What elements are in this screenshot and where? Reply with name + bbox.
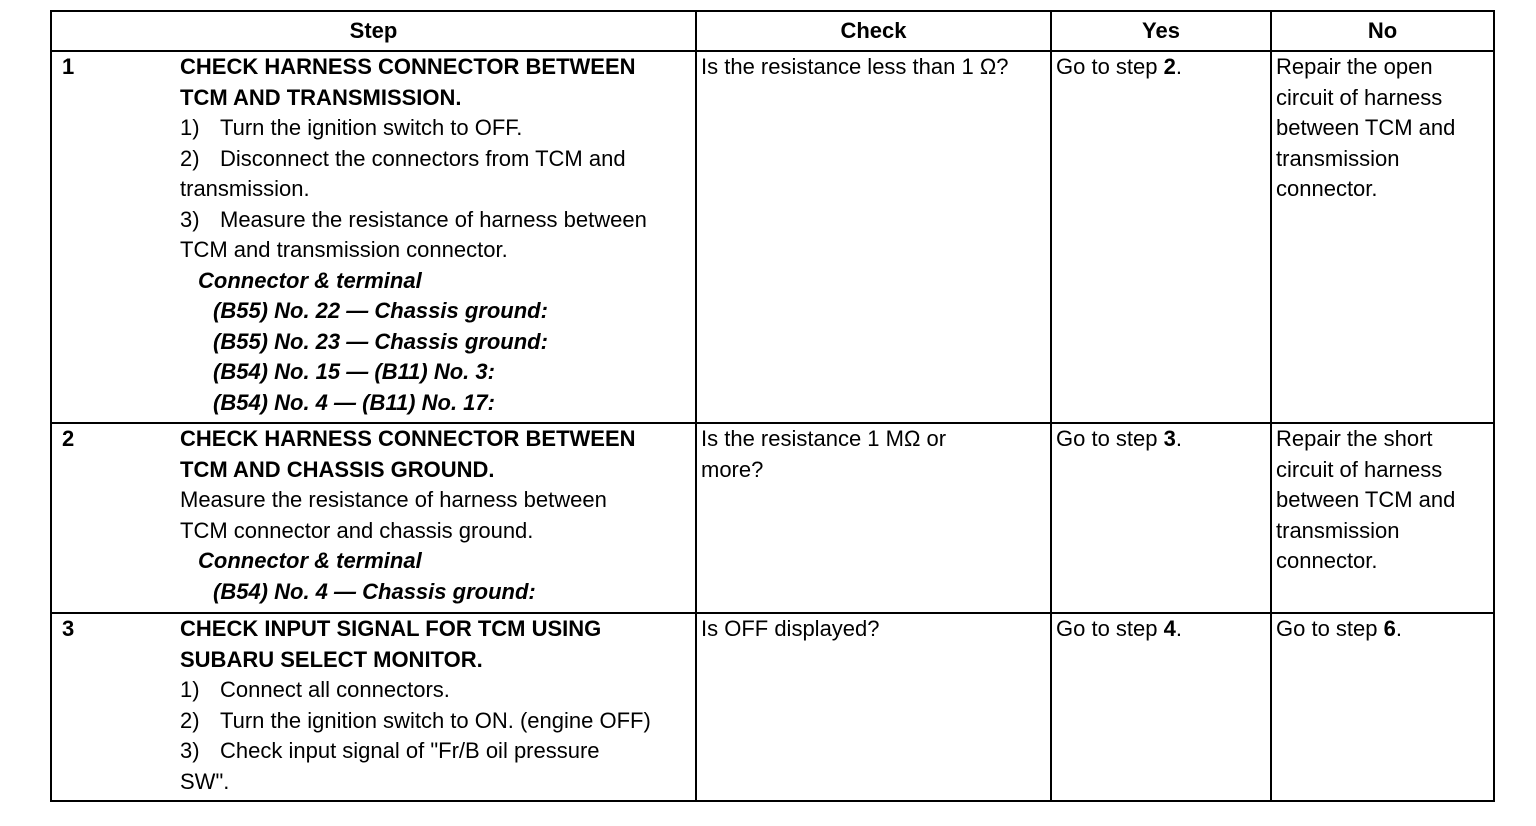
instruction-line bbox=[180, 736, 687, 767]
no-text: Repair the short bbox=[1276, 426, 1433, 451]
step-number: 1 bbox=[62, 54, 75, 79]
yes-text: Go to step bbox=[1056, 426, 1164, 451]
instruction-index: 1) bbox=[180, 115, 200, 140]
instruction-text: SW". bbox=[180, 768, 230, 794]
instruction-line bbox=[180, 235, 687, 266]
instruction-text: Disconnect the connectors from TCM and bbox=[220, 145, 626, 171]
yes-step-number: 4 bbox=[1163, 616, 1176, 641]
instruction-line bbox=[180, 767, 687, 798]
yes-step-number: 2 bbox=[1163, 54, 1176, 79]
terminal-spec: (B54) No. 4 — (B11) No. 17: bbox=[213, 389, 495, 415]
no-cell bbox=[1271, 51, 1494, 423]
instruction-index: 2) bbox=[180, 145, 200, 171]
instruction-line: TCM connector and chassis ground. bbox=[180, 517, 534, 543]
step-cell bbox=[51, 423, 696, 613]
instruction-text: Measure the resistance of harness between bbox=[220, 206, 647, 232]
no-text: between TCM and bbox=[1276, 115, 1456, 140]
step-number: 3 bbox=[62, 616, 75, 641]
diagnostic-table bbox=[50, 10, 1495, 802]
no-text: Repair the open bbox=[1276, 54, 1433, 79]
no-suffix: . bbox=[1395, 616, 1402, 641]
instruction-text: TCM and transmission connector. bbox=[180, 237, 508, 262]
instruction-index: 3) bbox=[180, 206, 200, 232]
no-text: Go to step bbox=[1276, 616, 1384, 641]
table-row bbox=[51, 51, 1494, 423]
yes-step-number: 3 bbox=[1163, 426, 1176, 451]
instruction-text: Connect all connectors. bbox=[220, 677, 450, 702]
yes-suffix: . bbox=[1175, 54, 1182, 79]
terminal-spec: (B55) No. 22 — Chassis ground: bbox=[213, 298, 548, 323]
instruction-line bbox=[180, 675, 687, 706]
no-text: connector. bbox=[1276, 548, 1378, 573]
check-text: Is the resistance 1 MΩ or bbox=[701, 426, 947, 451]
instruction-index: 3) bbox=[180, 738, 200, 763]
step-cell bbox=[51, 51, 696, 423]
terminal-spec: (B54) No. 15 — (B11) No. 3: bbox=[213, 359, 495, 384]
step-cell bbox=[51, 613, 696, 801]
step-title: CHECK HARNESS CONNECTOR BETWEEN bbox=[180, 426, 636, 451]
step-number: 2 bbox=[62, 426, 75, 451]
instruction-line bbox=[180, 174, 687, 205]
yes-cell bbox=[1051, 613, 1271, 801]
instruction-text: transmission. bbox=[180, 176, 310, 201]
connector-terminal-label: Connector & terminal bbox=[198, 548, 422, 573]
no-text: transmission bbox=[1276, 145, 1400, 171]
instruction-line bbox=[180, 113, 687, 144]
instruction-index: 1) bbox=[180, 677, 200, 702]
instruction-line: Measure the resistance of harness between bbox=[180, 487, 607, 512]
header-no: No bbox=[1271, 11, 1494, 51]
instruction-text: Turn the ignition switch to ON. (engine OFF) bbox=[220, 707, 651, 733]
table-row bbox=[51, 423, 1494, 613]
step-title: TCM AND CHASSIS GROUND. bbox=[180, 456, 495, 482]
no-text: circuit of harness bbox=[1276, 84, 1443, 110]
step-title: CHECK INPUT SIGNAL FOR TCM USING bbox=[180, 616, 602, 641]
yes-cell bbox=[1051, 423, 1271, 613]
instruction-line bbox=[180, 706, 687, 737]
yes-cell bbox=[1051, 51, 1271, 423]
header-step: Step bbox=[51, 11, 696, 51]
table-row bbox=[51, 613, 1494, 801]
check-cell bbox=[696, 51, 1051, 423]
yes-suffix: . bbox=[1175, 426, 1182, 451]
terminal-spec: (B55) No. 23 — Chassis ground: bbox=[213, 328, 548, 354]
no-step-number: 6 bbox=[1383, 616, 1396, 641]
instruction-line bbox=[180, 205, 687, 236]
connector-terminal-label: Connector & terminal bbox=[198, 267, 422, 293]
check-text: Is the resistance less than 1 Ω? bbox=[701, 54, 1009, 79]
terminal-spec: (B54) No. 4 — Chassis ground: bbox=[213, 578, 536, 604]
check-text: Is OFF displayed? bbox=[701, 616, 880, 641]
header-yes: Yes bbox=[1051, 11, 1271, 51]
instruction-line bbox=[180, 144, 687, 175]
header-check: Check bbox=[696, 11, 1051, 51]
instruction-text: Turn the ignition switch to OFF. bbox=[220, 115, 523, 140]
no-text: connector. bbox=[1276, 176, 1378, 201]
instruction-text: Check input signal of "Fr/B oil pressure bbox=[220, 738, 600, 763]
step-title: TCM AND TRANSMISSION. bbox=[180, 84, 462, 110]
check-text: more? bbox=[701, 456, 764, 482]
no-text: circuit of harness bbox=[1276, 456, 1443, 482]
check-cell bbox=[696, 423, 1051, 613]
instruction-index: 2) bbox=[180, 707, 200, 733]
no-text: between TCM and bbox=[1276, 487, 1456, 512]
no-cell bbox=[1271, 423, 1494, 613]
no-text: transmission bbox=[1276, 517, 1400, 543]
no-cell bbox=[1271, 613, 1494, 801]
check-cell bbox=[696, 613, 1051, 801]
step-title: CHECK HARNESS CONNECTOR BETWEEN bbox=[180, 54, 636, 79]
header-row bbox=[51, 11, 1494, 51]
step-title: SUBARU SELECT MONITOR. bbox=[180, 646, 483, 672]
yes-text: Go to step bbox=[1056, 616, 1164, 641]
yes-suffix: . bbox=[1175, 616, 1182, 641]
yes-text: Go to step bbox=[1056, 54, 1164, 79]
